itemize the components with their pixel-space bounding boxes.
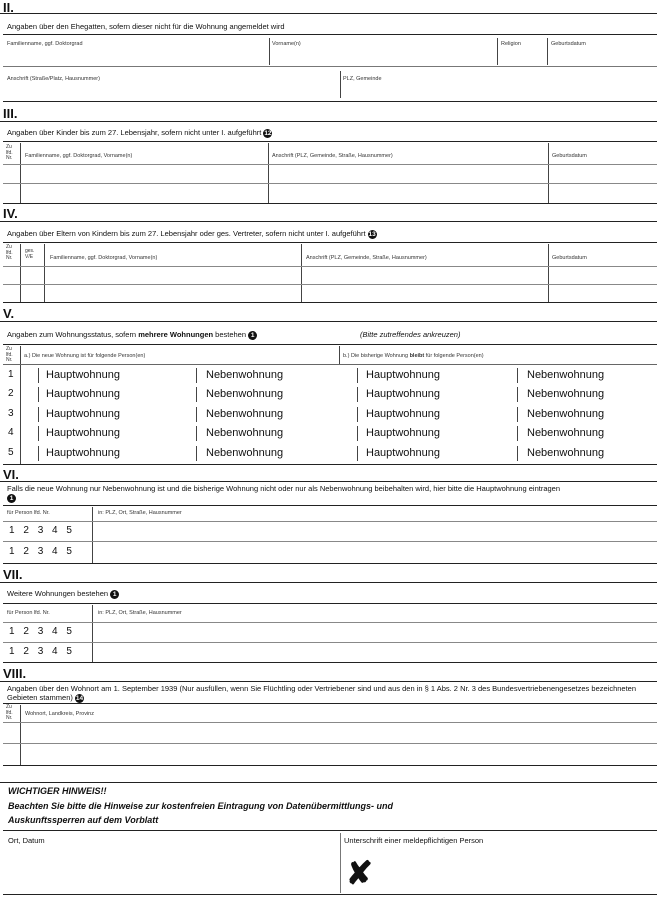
- s4-row1-address-field[interactable]: [303, 268, 546, 283]
- s6-place-label: in: PLZ, Ort, Straße, Hausnummer: [98, 510, 182, 516]
- notice-line-1: Beachten Sie bitte die Hinweise zur kostenfreien Eintragung von Datenübermittlungs- und: [8, 801, 394, 811]
- divider: [3, 765, 657, 766]
- checkbox-edge: [38, 426, 39, 441]
- divider: [0, 582, 657, 583]
- a-haupt-option[interactable]: Hauptwohnung: [46, 408, 121, 420]
- s2-col-lastname: Familienname, ggf. Doktorgrad: [7, 41, 83, 47]
- col-divider: [20, 143, 21, 203]
- digit[interactable]: 4: [52, 626, 58, 637]
- divider: [3, 830, 657, 831]
- divider: [3, 642, 657, 643]
- s6-row1-place-field[interactable]: [94, 523, 655, 540]
- digit[interactable]: 3: [37, 626, 44, 637]
- divider: [3, 242, 657, 243]
- s7-row1-place-field[interactable]: [94, 624, 655, 641]
- row-number: 1: [8, 369, 14, 380]
- place-date-label: Ort, Datum: [8, 836, 45, 845]
- place-date-field[interactable]: [4, 848, 338, 892]
- s5-heading-bold: mehrere Wohnungen: [138, 330, 214, 339]
- checkbox-edge: [196, 407, 197, 422]
- checkbox-edge: [38, 368, 39, 383]
- section-vi-numeral: VI.: [3, 467, 19, 482]
- s2-lastname-field[interactable]: [3, 48, 267, 64]
- checkbox-edge: [357, 368, 358, 383]
- s8-ref-label: Zu lfd. Nr.: [6, 704, 13, 721]
- checkbox-edge: [357, 426, 358, 441]
- a-neben-option[interactable]: Nebenwohnung: [206, 369, 284, 381]
- divider: [3, 66, 657, 67]
- section-ii-heading: Angaben über den Ehegatten, sofern dieser nicht für die Wohnung angemeldet wird: [7, 22, 285, 31]
- s2-religion-field[interactable]: [499, 48, 545, 64]
- divider: [3, 141, 657, 142]
- b-haupt-option[interactable]: Hauptwohnung: [366, 447, 441, 459]
- section-vi-heading: [7, 484, 567, 503]
- digit[interactable]: 3: [37, 546, 44, 557]
- checkbox-edge: [517, 368, 518, 383]
- signature-mark-icon: ✘: [346, 855, 373, 891]
- divider: [3, 563, 657, 564]
- s2-col-birthdate: Geburtsdatum: [551, 41, 586, 47]
- digit[interactable]: 4: [52, 646, 58, 657]
- section-v-heading: [7, 330, 257, 340]
- b-neben-option[interactable]: Nebenwohnung: [527, 369, 605, 381]
- list-item: [0, 405, 657, 424]
- divider: [3, 266, 657, 267]
- checkbox-edge: [357, 387, 358, 402]
- footnote-marker: 12: [264, 129, 272, 137]
- s2-col-plz: PLZ, Gemeinde: [343, 76, 382, 82]
- col-divider: [547, 38, 548, 65]
- divider: [3, 662, 657, 663]
- s5-heading-post: bestehen: [213, 330, 247, 339]
- row-number: 4: [8, 427, 14, 438]
- col-divider: [339, 346, 340, 364]
- section-iv-numeral: IV.: [3, 206, 18, 221]
- col-divider: [44, 244, 45, 302]
- s4-row2-birthdate-field[interactable]: [550, 286, 655, 301]
- footnote-marker: 1: [248, 331, 257, 340]
- s8-col-residence: Wohnort, Landkreis, Provinz: [25, 711, 94, 717]
- s5-b-label: [343, 353, 484, 359]
- b-neben-option[interactable]: Nebenwohnung: [527, 447, 605, 459]
- s5-a-label: a.) Die neue Wohnung ist für folgende Person(en): [24, 353, 146, 359]
- s3-col-address: Anschrift (PLZ, Gemeinde, Straße, Hausnummer): [272, 153, 393, 159]
- s6-row2-digits[interactable]: [9, 546, 72, 557]
- s4-row1-name-field[interactable]: [46, 268, 299, 283]
- b-haupt-option[interactable]: Hauptwohnung: [366, 408, 441, 420]
- section-ii-numeral: II.: [3, 0, 14, 15]
- checkbox-edge: [196, 387, 197, 402]
- section-v-numeral: V.: [3, 306, 15, 321]
- footnote-marker: 1: [7, 494, 16, 503]
- checkbox-edge: [357, 446, 358, 461]
- divider: [3, 603, 657, 604]
- section-iv-heading: [7, 229, 377, 239]
- digit[interactable]: 2: [23, 525, 29, 536]
- col-divider: [548, 244, 549, 302]
- digit[interactable]: 1: [9, 525, 15, 536]
- notice-title: WICHTIGER HINWEIS!!: [8, 786, 107, 796]
- s2-address-field[interactable]: [3, 83, 338, 99]
- list-item: [0, 366, 657, 385]
- divider: [3, 703, 657, 704]
- s5-ref-label: Zu lfd. Nr.: [6, 346, 13, 363]
- s4-ref-label: Zu lfd. Nr.: [6, 244, 13, 261]
- divider: [3, 364, 657, 365]
- s2-col-firstname: Vorname(n): [272, 41, 301, 47]
- divider: [3, 622, 657, 623]
- checkbox-edge: [517, 387, 518, 402]
- b-neben-option[interactable]: Nebenwohnung: [527, 408, 605, 420]
- section-iii-numeral: III.: [3, 106, 18, 121]
- divider: [3, 34, 657, 35]
- list-item: [0, 385, 657, 404]
- digit[interactable]: 4: [52, 546, 58, 557]
- signature-field[interactable]: [344, 848, 655, 892]
- divider: [3, 722, 657, 723]
- s3-row1-address-field[interactable]: [270, 166, 546, 182]
- divider: [0, 481, 657, 482]
- digit[interactable]: 2: [23, 646, 29, 657]
- digit[interactable]: 3: [37, 525, 44, 536]
- digit[interactable]: 5: [66, 626, 72, 637]
- digit[interactable]: 5: [66, 546, 72, 557]
- s5-b-pre: b.) Die bisherige Wohnung: [343, 353, 410, 359]
- col-divider: [301, 244, 302, 302]
- section-vii-numeral: VII.: [3, 567, 23, 582]
- s3-col-name: Familienname, ggf. Doktorgrad, Vorname(n): [25, 153, 133, 159]
- s3-row1-birthdate-field[interactable]: [550, 166, 655, 182]
- digit[interactable]: 4: [52, 525, 58, 536]
- divider: [0, 681, 657, 682]
- notice-line-2: Auskunftssperren auf dem Vorblatt: [8, 815, 159, 825]
- s3-col-birthdate: Geburtsdatum: [552, 153, 587, 159]
- s5-status-rows: [0, 366, 657, 464]
- b-neben-option[interactable]: Nebenwohnung: [527, 427, 605, 439]
- s4-gesvt-label: ges. V/E: [25, 248, 35, 260]
- b-haupt-option[interactable]: Hauptwohnung: [366, 369, 441, 381]
- list-item: [0, 444, 657, 463]
- divider: [3, 464, 657, 465]
- divider: [0, 121, 657, 122]
- digit[interactable]: 2: [23, 546, 29, 557]
- divider: [3, 302, 657, 303]
- checkbox-edge: [38, 446, 39, 461]
- divider: [3, 521, 657, 522]
- a-neben-option[interactable]: Nebenwohnung: [206, 408, 284, 420]
- s8-row2-field[interactable]: [22, 745, 655, 763]
- section-iii-heading: [7, 128, 272, 138]
- col-divider: [268, 143, 269, 203]
- s2-col-address: Anschrift (Straße/Platz, Hausnummer): [7, 76, 100, 82]
- s4-col-birthdate: Geburtsdatum: [552, 255, 587, 261]
- checkbox-edge: [517, 446, 518, 461]
- s3-row1-name-field[interactable]: [22, 166, 266, 182]
- section-vii-heading-text: Weitere Wohnungen bestehen: [7, 589, 109, 598]
- a-neben-option[interactable]: Nebenwohnung: [206, 427, 284, 439]
- s6-row2-place-field[interactable]: [94, 543, 655, 561]
- signature-label: Unterschrift einer meldepflichtigen Person: [344, 836, 484, 845]
- section-iv-heading-text: Angaben über Eltern von Kindern bis zum 27. Lebensjahr oder ges. Vertreter, sofern nicht unter I. aufgeführt: [7, 229, 366, 238]
- digit[interactable]: 5: [66, 525, 72, 536]
- col-divider: [20, 705, 21, 765]
- row-number: 5: [8, 447, 14, 458]
- checkbox-edge: [196, 426, 197, 441]
- section-viii-heading-text: Angaben über den Wohnort am 1. September 1939 (Nur ausfüllen, wenn Sie Flüchtling oder Vertriebener sind und aus den in § 1 Abs. 2 Nr. 3 des Bundesvertriebenengesetzes bezeichneten Gebieten stammen): [7, 684, 637, 702]
- list-item: [0, 424, 657, 443]
- divider: [3, 284, 657, 285]
- divider: [0, 782, 657, 783]
- row-number: 2: [8, 388, 14, 399]
- divider: [0, 221, 657, 222]
- s5-hint: (Bitte zutreffendes ankreuzen): [360, 330, 461, 339]
- divider: [3, 541, 657, 542]
- s5-b-bold: bleibt: [409, 353, 425, 359]
- s3-row2-address-field[interactable]: [270, 185, 546, 201]
- checkbox-edge: [196, 446, 197, 461]
- s7-row2-digits[interactable]: [9, 646, 72, 657]
- digit[interactable]: 3: [37, 646, 44, 657]
- s4-row2-address-field[interactable]: [303, 286, 546, 301]
- b-haupt-option[interactable]: Hauptwohnung: [366, 388, 441, 400]
- s7-row2-place-field[interactable]: [94, 644, 655, 661]
- s2-plz-field[interactable]: [342, 83, 655, 99]
- s4-col-name: Familienname, ggf. Doktorgrad, Vorname(n): [50, 255, 158, 261]
- s4-row1-birthdate-field[interactable]: [550, 268, 655, 283]
- section-viii-heading: [7, 684, 647, 703]
- col-divider: [340, 71, 341, 98]
- s3-row2-birthdate-field[interactable]: [550, 185, 655, 201]
- a-neben-option[interactable]: Nebenwohnung: [206, 388, 284, 400]
- a-haupt-option[interactable]: Hauptwohnung: [46, 369, 121, 381]
- divider: [0, 321, 657, 322]
- digit[interactable]: 1: [9, 626, 15, 637]
- section-vii-heading: [7, 589, 119, 599]
- col-divider: [269, 38, 270, 65]
- s5-heading-pre: Angaben zum Wohnungsstatus, sofern: [7, 330, 139, 339]
- checkbox-edge: [517, 407, 518, 422]
- checkbox-edge: [357, 407, 358, 422]
- divider: [3, 344, 657, 345]
- digit[interactable]: 2: [23, 626, 29, 637]
- checkbox-edge: [38, 407, 39, 422]
- s3-ref-label: Zu lfd. Nr.: [6, 144, 13, 161]
- divider: [3, 894, 657, 895]
- divider: [3, 203, 657, 204]
- section-viii-numeral: VIII.: [3, 666, 27, 681]
- divider: [0, 13, 657, 14]
- s5-b-post: für folgende Person(en): [424, 353, 484, 359]
- col-divider: [340, 833, 341, 893]
- b-neben-option[interactable]: Nebenwohnung: [527, 388, 605, 400]
- footnote-marker: 14: [75, 694, 84, 702]
- checkbox-edge: [38, 387, 39, 402]
- row-number: 3: [8, 408, 14, 419]
- checkbox-edge: [196, 368, 197, 383]
- col-divider: [497, 38, 498, 65]
- col-divider: [92, 507, 93, 563]
- col-divider: [20, 244, 21, 302]
- s4-row2-name-field[interactable]: [46, 286, 299, 301]
- a-haupt-option[interactable]: Hauptwohnung: [46, 447, 121, 459]
- divider: [3, 101, 657, 102]
- digit[interactable]: 1: [9, 646, 15, 657]
- divider: [3, 743, 657, 744]
- s6-person-label: für Person lfd. Nr.: [7, 510, 50, 516]
- s8-row1-field[interactable]: [22, 724, 655, 742]
- footnote-marker: 1: [110, 590, 119, 599]
- s7-person-label: für Person lfd. Nr.: [7, 610, 50, 616]
- col-divider: [92, 605, 93, 662]
- s2-birthdate-field[interactable]: [549, 48, 655, 64]
- digit[interactable]: 5: [66, 646, 72, 657]
- divider: [3, 183, 657, 184]
- a-haupt-option[interactable]: Hauptwohnung: [46, 388, 121, 400]
- digit[interactable]: 1: [9, 546, 15, 557]
- s7-row1-digits[interactable]: [9, 626, 72, 637]
- col-divider: [548, 143, 549, 203]
- s6-row1-digits[interactable]: [9, 525, 72, 536]
- s7-place-label: in: PLZ, Ort, Straße, Hausnummer: [98, 610, 182, 616]
- footnote-marker: 13: [368, 230, 376, 238]
- s3-row2-name-field[interactable]: [22, 185, 266, 201]
- divider: [3, 164, 657, 165]
- s4-col-address: Anschrift (PLZ, Gemeinde, Straße, Hausnummer): [306, 255, 427, 261]
- s2-col-religion: Religion: [501, 41, 521, 47]
- a-neben-option[interactable]: Nebenwohnung: [206, 447, 284, 459]
- divider: [3, 505, 657, 506]
- a-haupt-option[interactable]: Hauptwohnung: [46, 427, 121, 439]
- s2-firstname-field[interactable]: [271, 48, 495, 64]
- checkbox-edge: [517, 426, 518, 441]
- b-haupt-option[interactable]: Hauptwohnung: [366, 427, 441, 439]
- section-vi-heading-text: Falls die neue Wohnung nur Nebenwohnung ist und die bisherige Wohnung nicht oder nur als Nebenwohnung beibehalten wird, hier bitte die Hauptwohnung eintragen: [7, 484, 561, 493]
- section-iii-heading-text: Angaben über Kinder bis zum 27. Lebensjahr, sofern nicht unter I. aufgeführt: [7, 128, 262, 137]
